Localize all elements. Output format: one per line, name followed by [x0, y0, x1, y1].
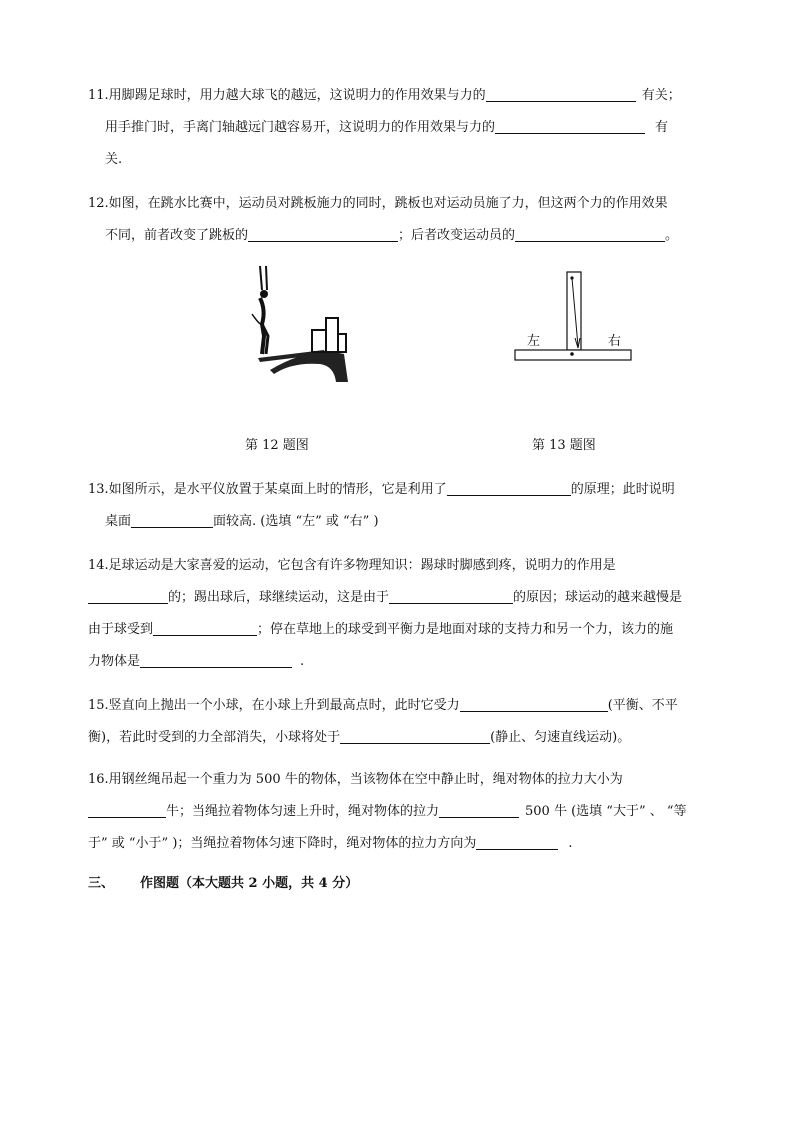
fig12-caption: 第 12 题图	[245, 438, 309, 453]
q14-line3: 由于球受到 ；停在草地上的球受到平衡力是地面对球的支持力和另一个力，该力的施	[88, 622, 674, 637]
q14-line2: 的；踢出球后，球继续运动，这是由于 的原因；球运动的越来越慢是	[88, 588, 682, 608]
q11-blank2[interactable]	[495, 119, 645, 134]
q16-line1: 16.用钢丝绳吊起一个重力为 500 牛的物体，当该物体在空中静止时，绳对物体的拉力大小为	[88, 772, 623, 787]
section3-number: 三、	[88, 876, 115, 891]
q16-blank3[interactable]	[476, 835, 558, 850]
diving-board-figure	[240, 262, 355, 390]
q14-blank2[interactable]	[389, 589, 513, 604]
q13-line1: 13.如图所示，是水平仪放置于某桌面上时的情形，它是利用了 的原理；此时说明	[88, 482, 675, 497]
q13-blank2[interactable]	[131, 513, 213, 528]
left-label: 左	[527, 334, 541, 349]
right-label: 右	[608, 334, 622, 349]
q14-line4: 力物体是 .	[88, 654, 305, 669]
q13-line2: 桌面 面较高. (选填 “左” 或 “右” )	[105, 514, 379, 529]
q12-blank1[interactable]	[248, 227, 398, 242]
q16-blank1[interactable]	[88, 803, 166, 818]
q16-blank2[interactable]	[439, 803, 519, 818]
q11-line3: 关.	[105, 152, 123, 167]
q11-line1: 11.用脚踢足球时，用力越大球飞的越远，这说明力的作用效果与力的 有关；	[88, 88, 681, 103]
q15-line1: 15.竖直向上抛出一个小球，在小球上升到最高点时，此时它受力 (平衡、不平	[88, 698, 678, 713]
q11-blank1[interactable]	[486, 87, 636, 102]
level-post	[567, 272, 581, 350]
q12-blank2[interactable]	[515, 227, 665, 242]
q14-line1: 14.足球运动是大家喜爱的运动，它包含有许多物理知识：踢球时脚感到疼，说明力的作用是	[88, 558, 616, 573]
q11-line2: 用手推门时，手离门轴越远门越容易开，这说明力的作用效果与力的 有	[105, 120, 669, 135]
level-figure	[512, 268, 636, 364]
fig13-caption: 第 13 题图	[532, 438, 596, 453]
q14-blank4[interactable]	[140, 653, 292, 668]
q13-blank1[interactable]	[447, 481, 571, 496]
q16-line3: 于” 或 “小于” )；当绳拉着物体匀速下降时，绳对物体的拉力方向为 .	[88, 836, 573, 851]
q16-line2: 牛；当绳拉着物体匀速上升时，绳对物体的拉力 500 牛 (选填 “大于” 、 “等	[88, 802, 687, 822]
q12-line2: 不同，前者改变了跳板的 ；后者改变运动员的 。	[105, 228, 679, 243]
q15-blank2[interactable]	[340, 729, 490, 744]
q14-blank3[interactable]	[153, 621, 257, 636]
q15-blank1[interactable]	[460, 697, 608, 712]
q14-blank1[interactable]	[88, 589, 168, 604]
q15-line2: 衡)，若此时受到的力全部消失，小球将处于 (静止、匀速直线运动)。	[88, 730, 631, 745]
q12-line1: 12.如图，在跳水比赛中，运动员对跳板施力的同时，跳板也对运动员施了力，但这两个力的作用效果	[88, 196, 668, 211]
section3-title: 作图题（本大题共 2 小题，共 4 分）	[140, 876, 359, 891]
